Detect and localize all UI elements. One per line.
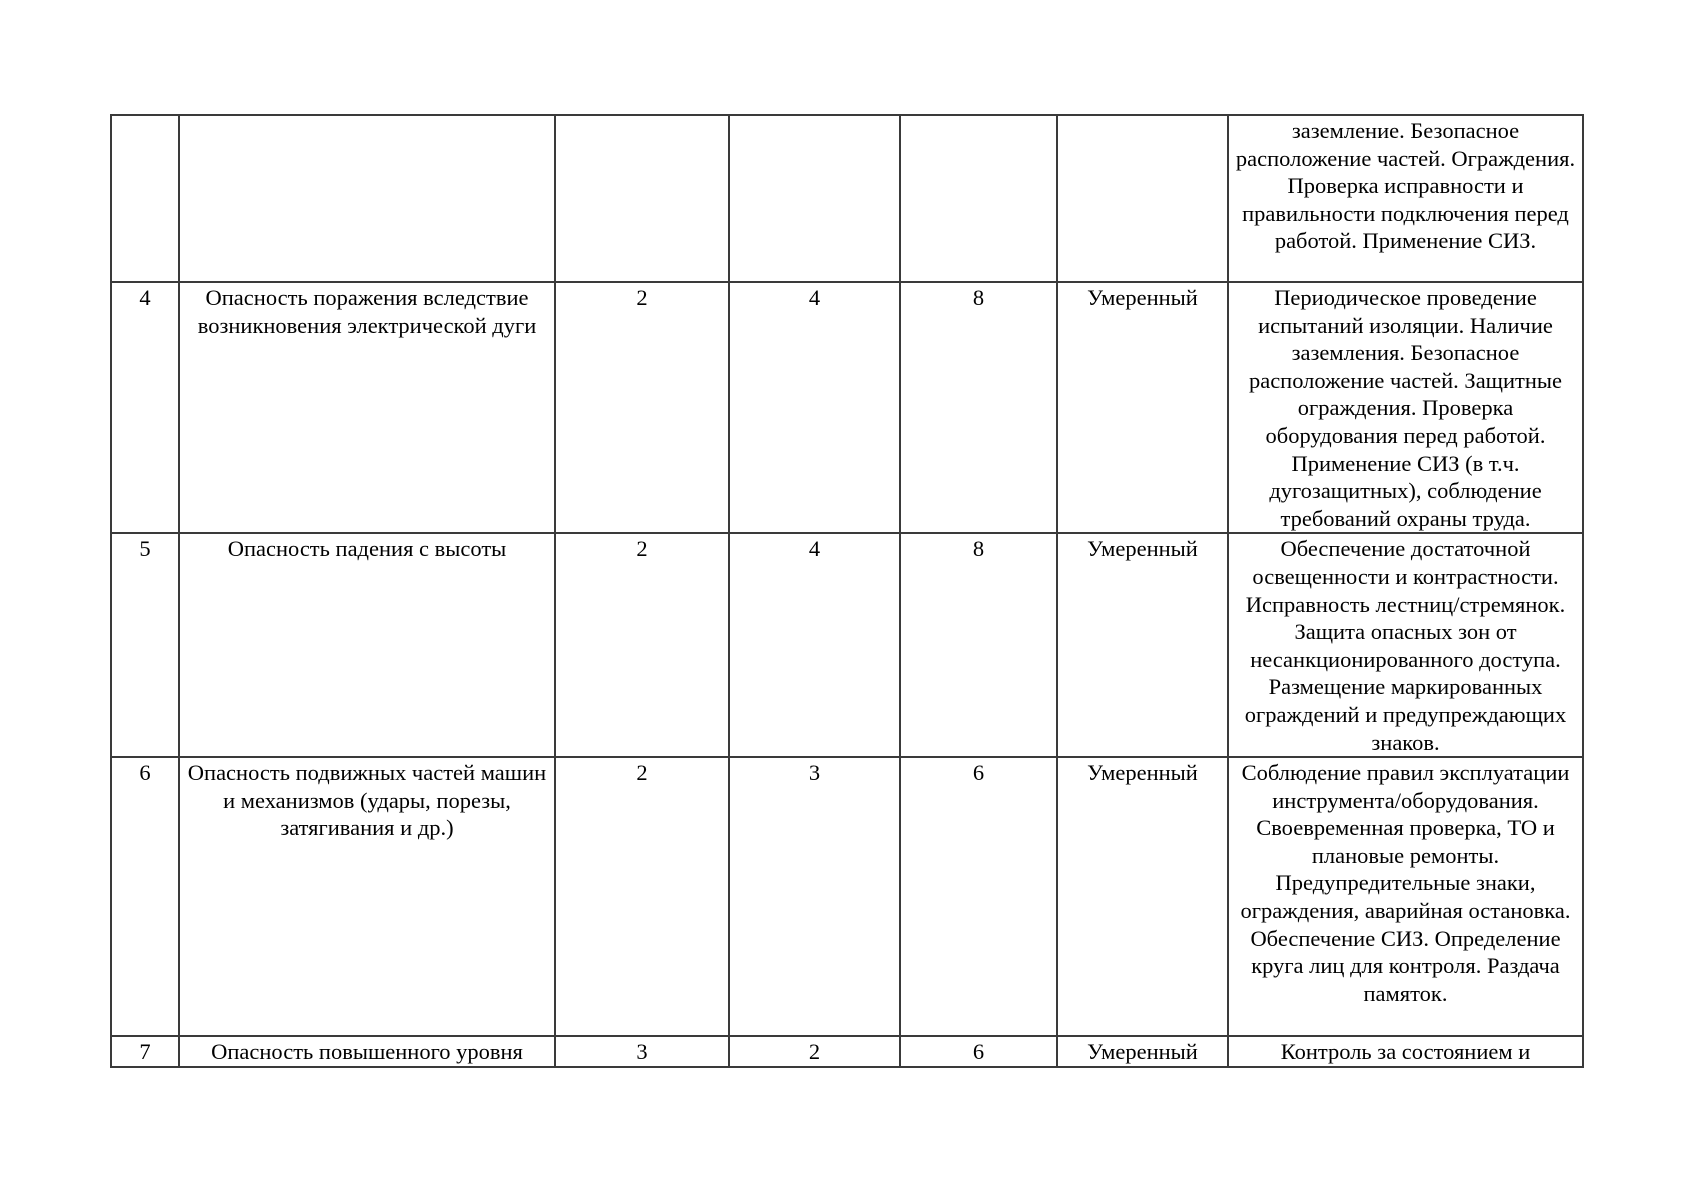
hazard-cell: Опасность подвижных частей машин и механизмов (удары, порезы, затягивания и др.) (179, 757, 555, 1036)
row-number-cell: 6 (111, 757, 179, 1036)
severity-cell (729, 115, 900, 282)
measures-cell: Периодическое проведение испытаний изоляции. Наличие заземления. Безопасное расположение частей. Защитные ограждения. Проверка оборудования перед работой. Применение СИЗ (в т.ч. дугозащитных), соблюдение требований охраны труда. (1228, 282, 1583, 533)
probability-cell: 2 (555, 282, 729, 533)
table-row (111, 1036, 1583, 1067)
table-row (111, 757, 1583, 1036)
severity-cell: 4 (729, 533, 900, 757)
probability-cell: 3 (555, 1036, 729, 1067)
severity-cell: 4 (729, 282, 900, 533)
hazard-cell (179, 115, 555, 282)
probability-cell: 2 (555, 533, 729, 757)
risk-level-cell (1057, 115, 1228, 282)
measures-cell: заземление. Безопасное расположение частей. Ограждения. Проверка исправности и правильности подключения перед работой. Применение СИЗ. (1228, 115, 1583, 282)
row-number-cell (111, 115, 179, 282)
hazard-cell: Опасность падения с высоты (179, 533, 555, 757)
severity-cell: 3 (729, 757, 900, 1036)
risk-level-cell: Умеренный (1057, 757, 1228, 1036)
severity-cell: 2 (729, 1036, 900, 1067)
hazard-cell: Опасность поражения вследствие возникновения электрической дуги (179, 282, 555, 533)
risk-score-cell: 6 (900, 1036, 1057, 1067)
row-number-cell: 4 (111, 282, 179, 533)
table-row (111, 115, 1583, 282)
row-number-cell: 7 (111, 1036, 179, 1067)
risk-score-cell: 6 (900, 757, 1057, 1036)
probability-cell (555, 115, 729, 282)
table-row (111, 282, 1583, 533)
hazard-cell: Опасность повышенного уровня (179, 1036, 555, 1067)
row-number-cell: 5 (111, 533, 179, 757)
measures-cell: Обеспечение достаточной освещенности и контрастности. Исправность лестниц/стремянок. Защита опасных зон от несанкционированного доступа. Размещение маркированных ограждений и предупреждающих знаков. (1228, 533, 1583, 757)
measures-cell: Контроль за состоянием и (1228, 1036, 1583, 1067)
risk-level-cell: Умеренный (1057, 1036, 1228, 1067)
risk-level-cell: Умеренный (1057, 282, 1228, 533)
probability-cell: 2 (555, 757, 729, 1036)
risk-score-cell (900, 115, 1057, 282)
risk-score-cell: 8 (900, 282, 1057, 533)
table-row (111, 533, 1583, 757)
risk-score-cell: 8 (900, 533, 1057, 757)
measures-cell: Соблюдение правил эксплуатации инструмента/оборудования. Своевременная проверка, ТО и плановые ремонты. Предупредительные знаки, ограждения, аварийная остановка. Обеспечение СИЗ. Определение круга лиц для контроля. Раздача памяток. (1228, 757, 1583, 1036)
risk-level-cell: Умеренный (1057, 533, 1228, 757)
risk-assessment-table (110, 114, 1584, 1068)
